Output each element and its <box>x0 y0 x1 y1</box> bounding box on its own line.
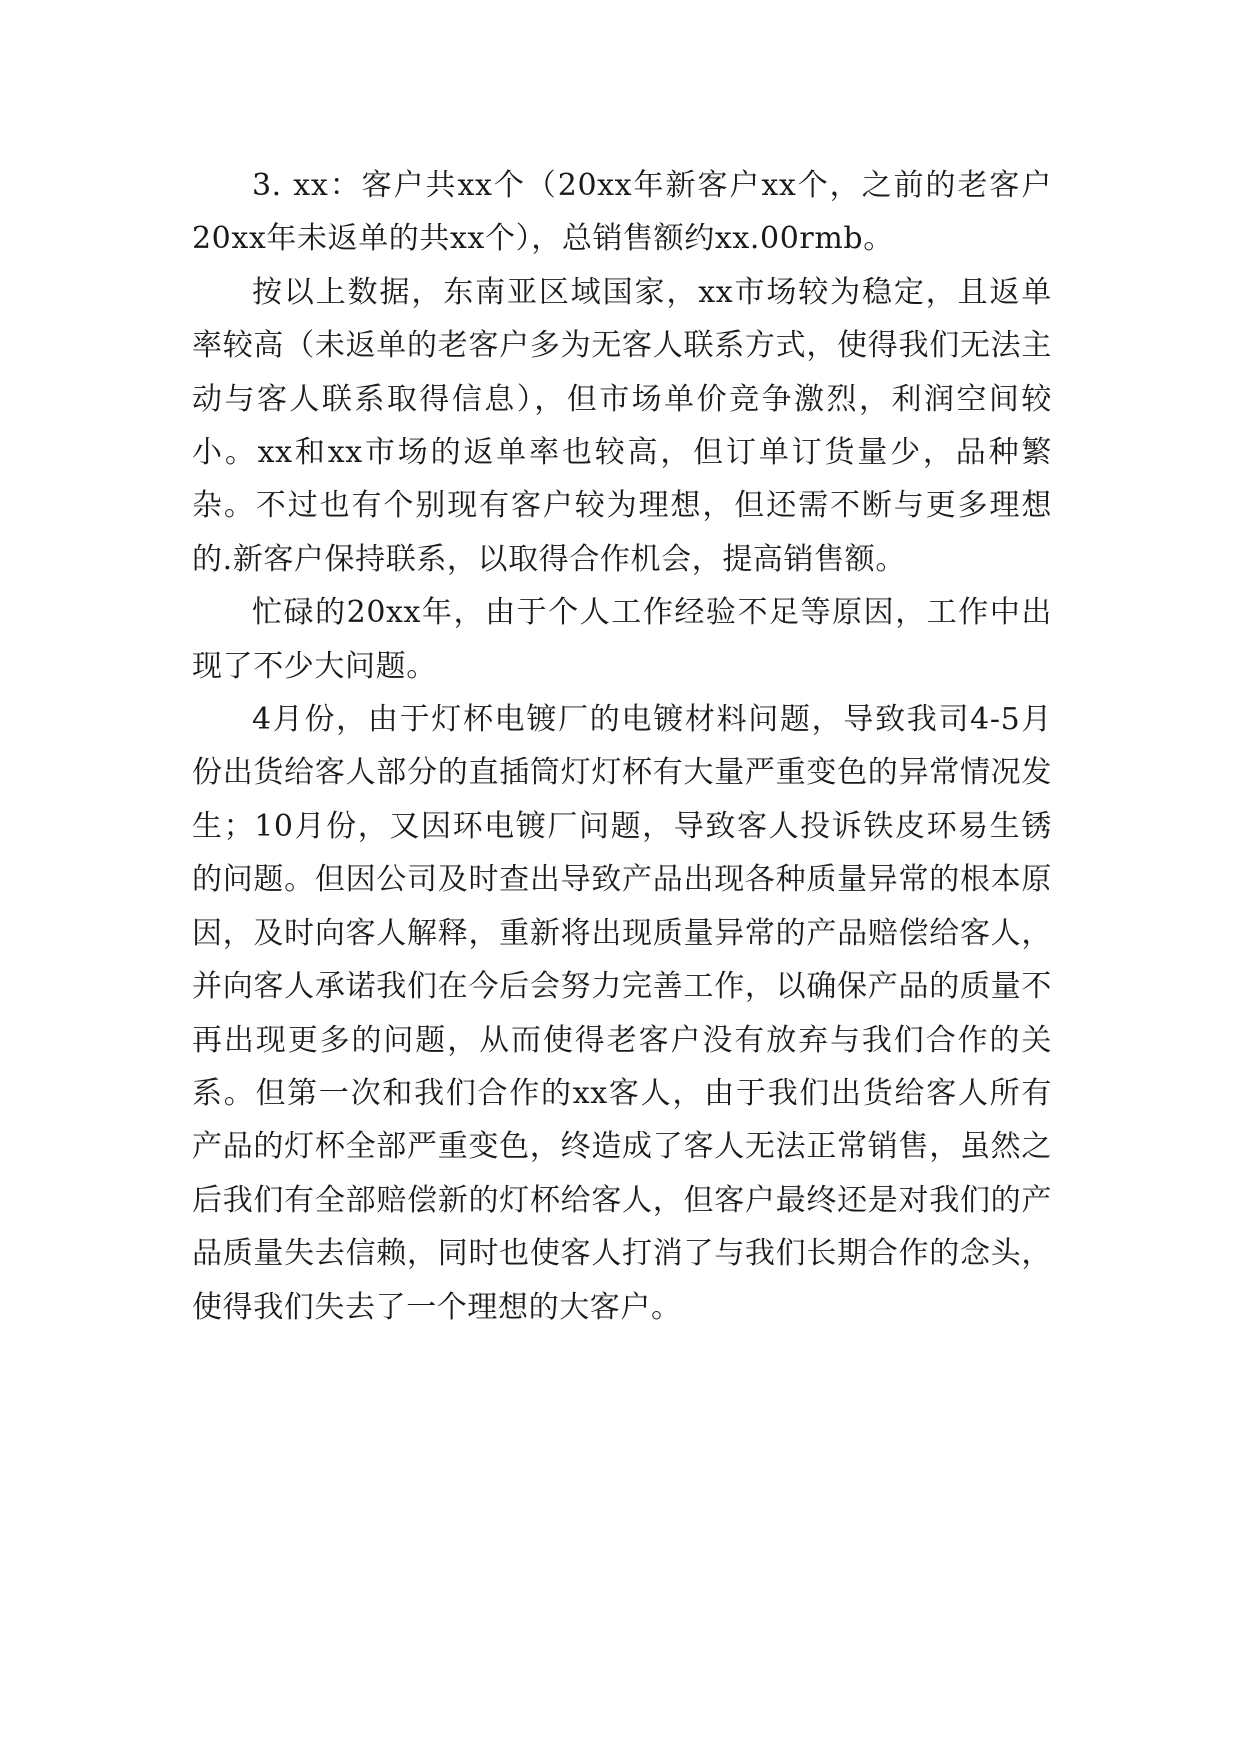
document-body <box>192 159 1052 1334</box>
paragraph-market-analysis: 按以上数据，东南亚区域国家，xx市场较为稳定，且返单率较高（未返单的老客户多为无客人联系方式，使得我们无法主动与客人联系取得信息），但市场单价竞争激烈，利润空间较小。xx和xx市场的返单率也较高，但订单订货量少，品种繁杂。不过也有个别现有客户较为理想，但还需不断与更多理想的.新客户保持联系，以取得合作机会，提高销售额。 <box>192 274 1052 577</box>
paragraph-year-problems: 忙碌的20xx年，由于个人工作经验不足等原因，工作中出现了不少大问题。 <box>192 595 1052 684</box>
paragraph-customer-summary: 3. xx：客户共xx个（20xx年新客户xx个，之前的老客户20xx年未返单的共xx个），总销售额约xx.00rmb。 <box>192 168 1052 257</box>
paragraph-quality-incident: 4月份，由于灯杯电镀厂的电镀材料问题，导致我司4-5月份出货给客人部分的直插筒灯灯杯有大量严重变色的异常情况发生；10月份，又因环电镀厂问题，导致客人投诉铁皮环易生锈的问题。但因公司及时查出导致产品出现各种质量异常的根本原因，及时向客人解释，重新将出现质量异常的产品赔偿给客人，并向客人承诺我们在今后会努力完善工作，以确保产品的质量不再出现更多的问题，从而使得老客户没有放弃与我们合作的关系。但第一次和我们合作的xx客人，由于我们出货给客人所有产品的灯杯全部严重变色，终造成了客人无法正常销售，虽然之后我们有全部赔偿新的灯杯给客人，但客户最终还是对我们的产品质量失去信赖，同时也使客人打消了与我们长期合作的念头，使得我们失去了一个理想的大客户。 <box>192 702 1052 1325</box>
